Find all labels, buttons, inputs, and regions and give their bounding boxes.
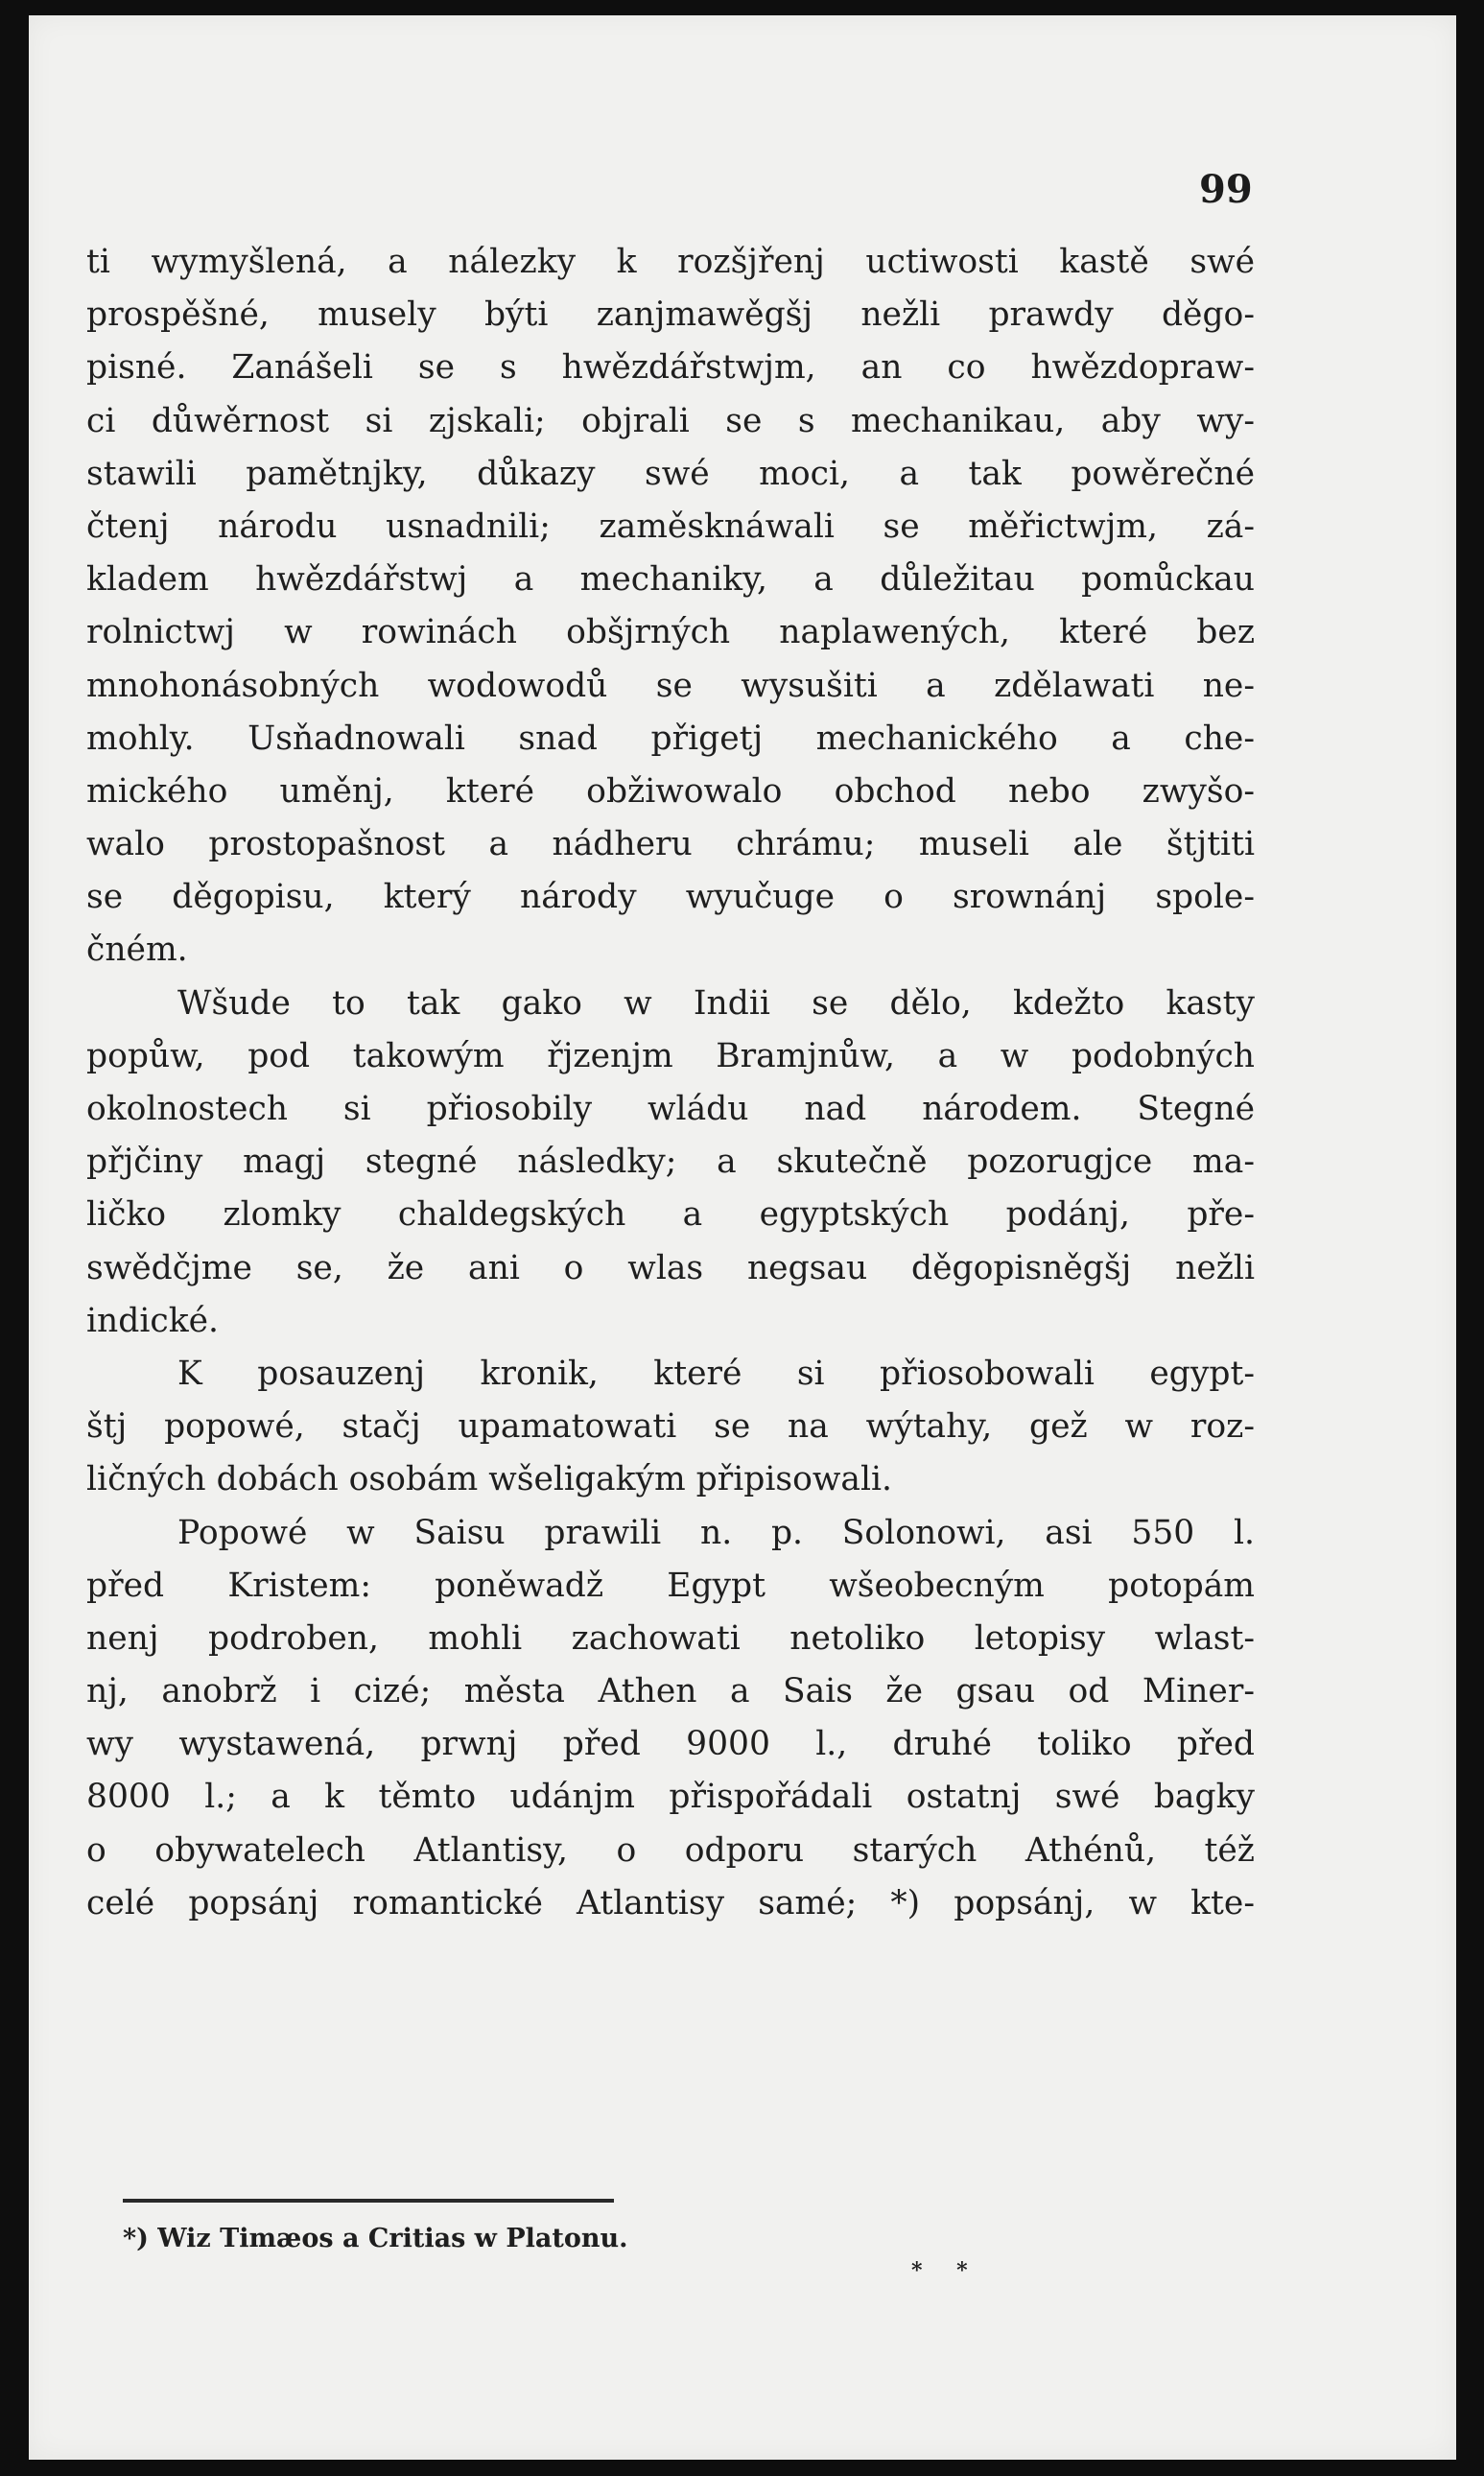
text-line: ti wymyšlená, a nálezky k rozšjřenj uctiwosti kastě swé: [86, 243, 1255, 281]
text-line: ci důwěrnost si zjskali; objrali se s mechanikau, aby wy-: [86, 401, 1255, 440]
text-line: rolnictwj w rowinách obšjrných naplawených, které bez: [86, 613, 1255, 652]
text-line: K posauzenj kronik, které si přiosobowali egypt-: [177, 1354, 1255, 1393]
footnote-rule: [123, 2199, 614, 2203]
text-line: ličných dobách osobám wšeligakým připisowali.: [86, 1460, 892, 1499]
text-line: 8000 l.; a k těmto udánjm přispořádali ostatnj swé bagky: [86, 1778, 1255, 1817]
book-page: [29, 15, 1456, 2460]
text-line: mohly. Usňadnowali snad přigetj mechanického a che-: [86, 719, 1255, 758]
text-line: stawili pamětnjky, důkazy swé moci, a tak powěrečné: [86, 454, 1255, 493]
text-line: se děgopisu, který národy wyučuge o srownánj spole-: [86, 878, 1255, 917]
text-line: nenj podroben, mohli zachowati netoliko letopisy wlast-: [86, 1618, 1255, 1658]
text-line: mického uměnj, které obžiwowalo obchod nebo zwyšo-: [86, 771, 1255, 811]
page-number: 99: [1199, 167, 1253, 212]
text-line: před Kristem: poněwadž Egypt wšeobecným potopám: [86, 1566, 1255, 1605]
text-line: o obywatelech Atlantisy, o odporu starých Athénů, též: [86, 1830, 1255, 1870]
text-line: štj popowé, stačj upamatowati se na wýtahy, gež w roz-: [86, 1407, 1255, 1447]
text-line: čtenj národu usnadnili; zaměsknáwali se měřictwjm, zá-: [86, 507, 1255, 546]
text-line: popůw, pod takowým řjzenjm Bramjnůw, a w podobných: [86, 1036, 1255, 1075]
text-line: wy wystawená, prwnj před 9000 l., druhé toliko před: [86, 1725, 1255, 1764]
text-line: čném.: [86, 931, 188, 970]
text-line: okolnostech si přiosobily wládu nad národem. Stegné: [86, 1090, 1255, 1128]
footnote: *) Wiz Timæos a Critias w Platonu.: [123, 2224, 628, 2253]
text-line: Wšude to tak gako w Indii se dělo, kdežto kasty: [177, 983, 1255, 1023]
text-line: přjčiny magj stegné následky; a skutečně pozorugjce ma-: [86, 1143, 1255, 1182]
text-line: pisné. Zanášeli se s hwězdářstwjm, an co hwězdopraw-: [86, 348, 1255, 388]
text-line: celé popsánj romantické Atlantisy samé; *) popsánj, w kte-: [86, 1883, 1255, 1922]
body-text: [86, 236, 1255, 1930]
text-line: nj, anobrž i cizé; města Athen a Sais že gsau od Miner-: [86, 1672, 1255, 1711]
text-line: swědčjme se, že ani o wlas negsau děgopisněgšj nežli: [86, 1248, 1255, 1287]
signature-mark: * *: [911, 2258, 981, 2283]
text-line: mnohonásobných wodowodů se wysušiti a zdělawati ne-: [86, 666, 1255, 705]
text-line: ličko zlomky chaldegských a egyptských podánj, pře-: [86, 1195, 1255, 1235]
text-line: prospěšné, musely býti zanjmawěgšj nežli prawdy děgo-: [86, 295, 1255, 335]
text-line: kladem hwězdářstwj a mechaniky, a důležitau pomůckau: [86, 560, 1255, 600]
text-line: Popowé w Saisu prawili n. p. Solonowi, asi 550 l.: [177, 1513, 1255, 1552]
text-line: walo prostopašnost a nádheru chrámu; museli ale štjtiti: [86, 825, 1255, 864]
text-line: indické.: [86, 1301, 219, 1340]
